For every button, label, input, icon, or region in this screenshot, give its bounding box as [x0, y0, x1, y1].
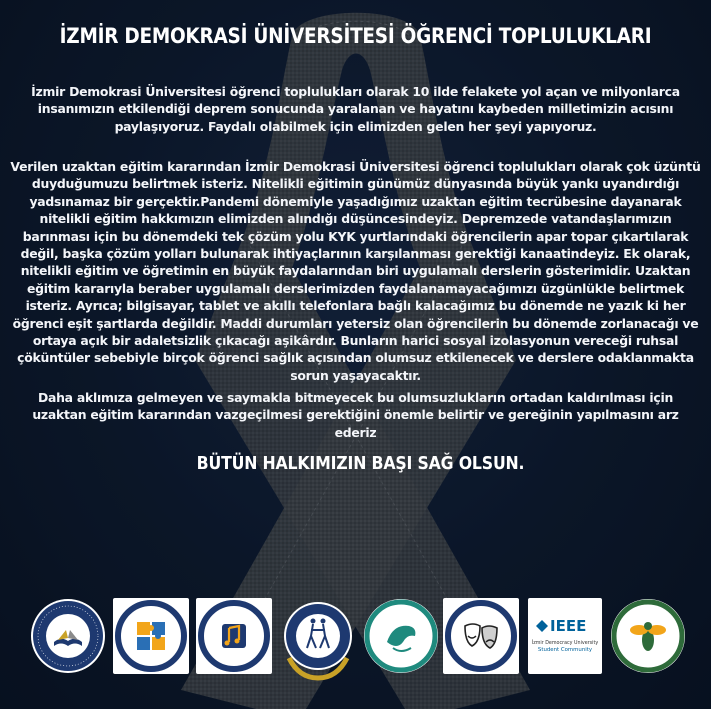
logo-sanat-bilim [30, 598, 106, 674]
paragraph-request: Daha aklımıza gelmeyen ve saymakla bitmeyecek bu olumsuzlukların ortadan kaldırılması için uzaktan eğitim kararından vazgeçilmesi gerektiğini önemle belirtir ve gereğinin yapılmasını arz ederiz [32, 390, 679, 440]
page-title: İZMİR DEMOKRASİ ÜNİVERSİTESİ ÖĞRENCİ TOPLULUKLARI [59, 24, 652, 49]
dancers-laurel-icon [279, 598, 357, 682]
paragraph-remote-education: Verilen uzaktan eğitim kararından İzmir Demokrasi Üniversitesi öğrenci toplulukları olarak çok üzüntü duyduğumuzu belirtmek isteriz. Nitelikli eğitimin günümüz dünyasında büyük yankı uyandırdığı yadsınamaz bir gerçektir.Pandemi dönemiyle yaşadığımız uzaktan eğitim tecrübesine dayanarak nitelikli eğitim hakkımızın elimizden alındığı düşüncesindeyiz. Depremzede vatandaşlarımızın barınması için bu dönemdeki tek çözüm yolu KYK yurtlarındaki öğrencilerin apar topar çıkartılarak değil, başka çözüm yolları bulunarak ihtiyaçlarının karşılanması gerektiği kanaatindeyiz. Ek olarak, nitelikli eğitim ve öğretimin en büyük faydalarından biri uygulamalı derslerin gösterimidir. Uzaktan eğitim kararıyla beraber uygulamalı derslerimizden faydalanamayacağımızı üzgünlükle belirtmek isteriz. Ayrıca; bilgisayar, tablet ve akıllı telefonlara bağlı kalacağımız bu dönemde ne yazık ki her öğrenci eşit şartlarda değildir. Maddi durumları yetersiz olan öğrencilerin bu dönemde zorlanacağı ve ortaya açık bir adaletsizlik çıkacağı aşikârdır. Bunların harici sosyal izolasyonun vereceği ruhsal çöküntüler sebebiyle birçok öğrenci sağlık açısından olumsuz etkilenecek ve derslere odaklanmakta sorun yaşayacaktır. [10, 159, 701, 383]
svg-text:İzmir Democracy University: İzmir Democracy University [531, 641, 599, 646]
paragraph-condolence: İzmir Demokrasi Üniversitesi öğrenci toplulukları olarak 10 ilde felakete yol açan ve milyonlarca insanımızın etkilendiği deprem sonucunda yaralanan ve hayatını kaybeden milletimizin acısını paylaşıyoruz. Faydalı olabilmek için elimizden gelen her şeyi yapıyoruz. [31, 84, 680, 134]
bird-seal-icon [363, 598, 439, 674]
music-note-icon [196, 598, 272, 674]
logo-ieee [528, 598, 602, 674]
svg-text:IEEE: IEEE [550, 617, 587, 635]
theatre-masks-icon [443, 598, 519, 674]
community-logos [30, 598, 690, 682]
logo-girisimcilik-toplulugu [610, 598, 686, 674]
ieee-logo-icon [528, 598, 602, 674]
logo-dans-toplulugu [279, 598, 357, 682]
book-seal-icon [30, 598, 106, 674]
logo-doga-toplulugu [363, 598, 439, 674]
condolence-slogan: BÜTÜN HALKIMIZIN BAŞI SAĞ OLSUN. [196, 454, 525, 474]
svg-text:Student Community: Student Community [537, 647, 593, 653]
bee-seal-icon [610, 598, 686, 674]
logo-puzzle-community [113, 598, 189, 674]
logo-muzik-toplulugu [196, 598, 272, 674]
puzzle-icon [113, 598, 189, 674]
logo-tiyatro-toplulugu [443, 598, 519, 674]
